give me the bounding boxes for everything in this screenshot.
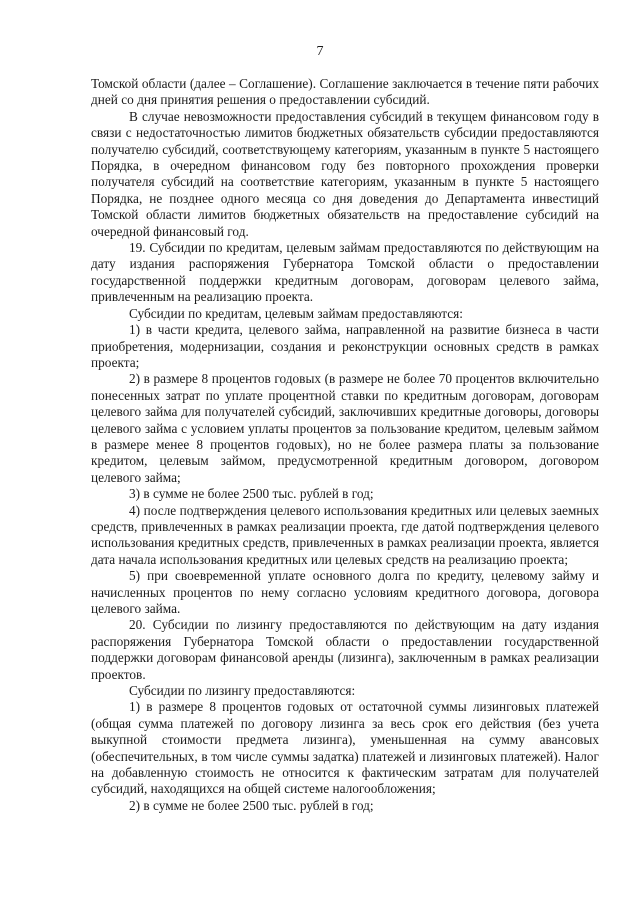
paragraph-continuation: Томской области (далее – Соглашение). Соглашение заключается в течение пяти рабочих дней со дня принятия решения о предоставлении субсидий. xyxy=(91,76,599,108)
list-item-credit-1: 1) в части кредита, целевого займа, направленной на развитие бизнеса в части приобретения, модернизации, создания и реконструкции основных средств в рамках проекта; xyxy=(91,322,599,370)
paragraph-credit-conditions-intro: Субсидии по кредитам, целевым займам предоставляются: xyxy=(129,305,463,321)
page-number: 7 xyxy=(316,44,324,59)
list-item-credit-2: 2) в размере 8 процентов годовых (в размере не более 70 процентов включительно понесенных затрат по уплате процентной ставки по кредитным договорам, договорам целевого займа для получателей субсидий, заключивших кредитные договоры, договоры целевого займа с условием уплаты процентов за пользование кредитом, целевым займом в размере менее 8 процентов годовых), но не более размера платы за пользование кредитом, целевым займом, предусмотренной кредитным договором, договором целевого займа; xyxy=(91,371,599,485)
list-item-leasing-2: 2) в сумме не более 2500 тыс. рублей в год; xyxy=(129,797,374,813)
list-item-credit-4: 4) после подтверждения целевого использования кредитных или целевых заемных средств, привлеченных в рамках реализации проекта, где датой подтверждения целевого использования кредитных средств, привлеченных в рамках реализации проекта, является дата начала использования кредитных или целевых средств на реализацию проекта; xyxy=(91,502,599,567)
paragraph-budget-limits: В случае невозможности предоставления субсидий в текущем финансовом году в связи с недостаточностью лимитов бюджетных обязательств субсидии предоставляются получателю субсидий, соответствующему категориям, указанным в пункте 5 настоящего Порядка, в очередном финансовом году без повторного прохождения проверки получателя субсидий на соответствие категориям, указанным в пункте 5 настоящего Порядка, не позднее одного месяца со дня доведения до Департамента инвестиций Томской области лимитов бюджетных обязательств на предоставление субсидий на очередной финансовый год. xyxy=(91,108,599,239)
list-item-credit-5: 5) при своевременной уплате основного долга по кредиту, целевому займу и начисленных процентов по нему согласно условиям кредитного договора, договора целевого займа. xyxy=(91,568,599,616)
paragraph-clause-19: 19. Субсидии по кредитам, целевым займам предоставляются по действующим на дату издания распоряжения Губернатора Томской области о предоставлении государственной поддержки кредитным договорам, договорам целевого займа, привлеченным на реализацию проекта. xyxy=(91,240,599,305)
paragraph-leasing-conditions-intro: Субсидии по лизингу предоставляются: xyxy=(129,683,356,699)
list-item-credit-3: 3) в сумме не более 2500 тыс. рублей в год; xyxy=(129,486,374,502)
paragraph-clause-20: 20. Субсидии по лизингу предоставляются по действующим на дату издания распоряжения Губернатора Томской области о предоставлении государственной поддержки договорам финансовой аренды (лизинга), заключенным в рамках реализации проектов. xyxy=(91,617,599,682)
list-item-leasing-1: 1) в размере 8 процентов годовых от остаточной суммы лизинговых платежей (общая сумма платежей по договору лизинга за весь срок его действия (без учета выкупной стоимости предмета лизинга), уменьшенная на сумму авансовых (обеспечительных, в том числе суммы задатка) платежей и лизинговых платежей). Налог на добавленную стоимость не относится к фактическим затратам для получателей субсидий, находящихся на общей системе налогообложения; xyxy=(91,699,599,797)
document-body xyxy=(91,76,599,814)
